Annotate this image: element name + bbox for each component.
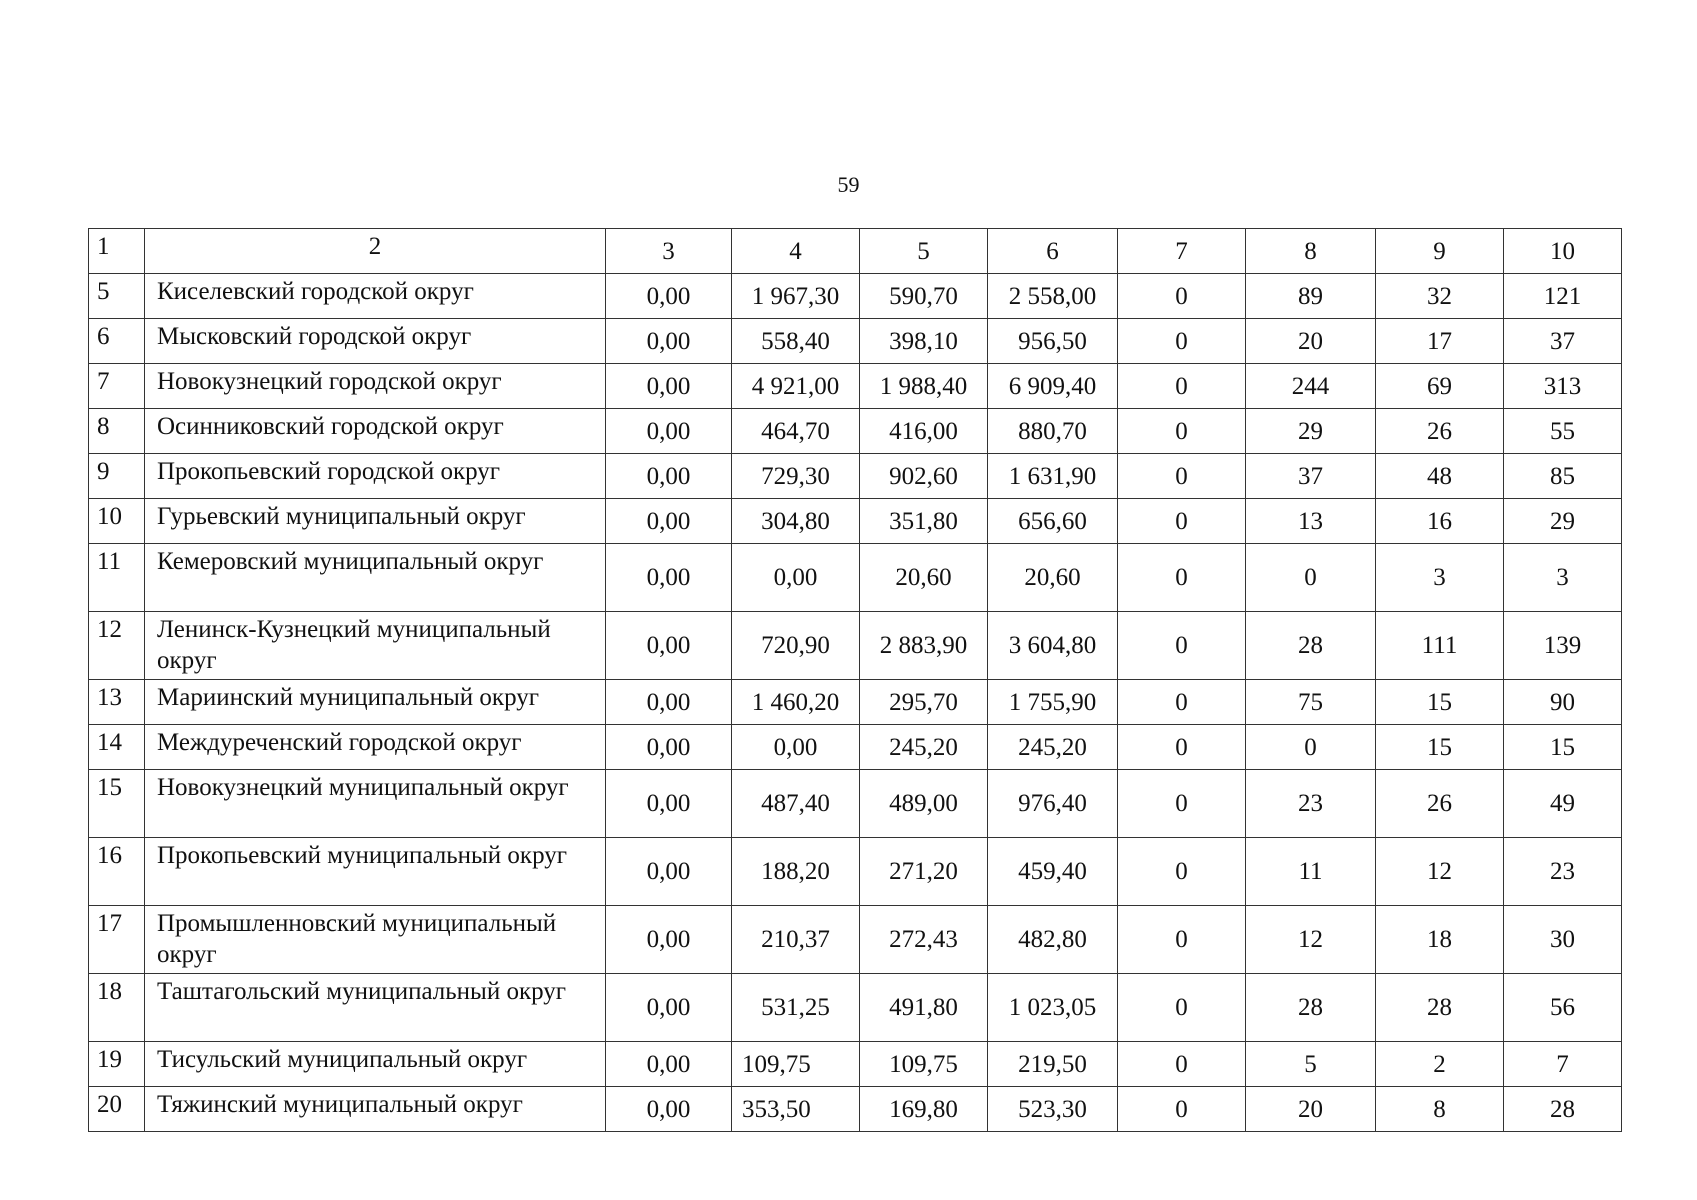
value-cell: 85	[1504, 454, 1622, 499]
district-name: Прокопьевский городской округ	[145, 454, 606, 499]
value-cell: 0	[1118, 838, 1246, 906]
value-cell: 1 755,90	[988, 680, 1118, 725]
value-cell: 902,60	[860, 454, 988, 499]
value-cell: 90	[1504, 680, 1622, 725]
value-cell: 15	[1504, 725, 1622, 770]
table-row	[89, 499, 1622, 544]
value-cell: 1 967,30	[732, 274, 860, 319]
value-cell: 6 909,40	[988, 364, 1118, 409]
value-cell: 0	[1246, 725, 1376, 770]
value-cell: 1 631,90	[988, 454, 1118, 499]
value-cell: 28	[1376, 974, 1504, 1042]
value-cell: 304,80	[732, 499, 860, 544]
district-name: Мысковский городской округ	[145, 319, 606, 364]
row-number: 10	[89, 499, 145, 544]
value-cell: 720,90	[732, 612, 860, 680]
value-cell: 18	[1376, 906, 1504, 974]
value-cell: 729,30	[732, 454, 860, 499]
value-cell: 0	[1118, 409, 1246, 454]
value-cell: 245,20	[860, 725, 988, 770]
row-number: 13	[89, 680, 145, 725]
value-cell: 0,00	[732, 725, 860, 770]
district-name: Новокузнецкий городской округ	[145, 364, 606, 409]
district-name: Междуреченский городской округ	[145, 725, 606, 770]
value-cell: 244	[1246, 364, 1376, 409]
data-table	[88, 228, 1622, 1132]
value-cell: 531,25	[732, 974, 860, 1042]
value-cell: 491,80	[860, 974, 988, 1042]
value-cell: 2	[1376, 1042, 1504, 1087]
row-number: 20	[89, 1087, 145, 1132]
value-cell: 20	[1246, 319, 1376, 364]
table-row	[89, 1087, 1622, 1132]
value-cell: 56	[1504, 974, 1622, 1042]
value-cell: 459,40	[988, 838, 1118, 906]
table-row	[89, 409, 1622, 454]
value-cell: 0,00	[606, 974, 732, 1042]
value-cell: 139	[1504, 612, 1622, 680]
value-cell: 89	[1246, 274, 1376, 319]
value-cell: 880,70	[988, 409, 1118, 454]
value-cell: 111	[1376, 612, 1504, 680]
header-cell: 6	[988, 229, 1118, 274]
row-number: 9	[89, 454, 145, 499]
district-name: Кемеровский муниципальный округ	[145, 544, 606, 612]
value-cell: 48	[1376, 454, 1504, 499]
value-cell: 188,20	[732, 838, 860, 906]
value-cell: 590,70	[860, 274, 988, 319]
value-cell: 0,00	[606, 499, 732, 544]
value-cell: 30	[1504, 906, 1622, 974]
value-cell: 976,40	[988, 770, 1118, 838]
value-cell: 3	[1504, 544, 1622, 612]
value-cell: 0	[1118, 906, 1246, 974]
district-name: Тисульский муниципальный округ	[145, 1042, 606, 1087]
value-cell: 416,00	[860, 409, 988, 454]
row-number: 17	[89, 906, 145, 974]
value-cell: 0	[1118, 364, 1246, 409]
value-cell: 28	[1504, 1087, 1622, 1132]
value-cell: 3	[1376, 544, 1504, 612]
value-cell: 0,00	[606, 454, 732, 499]
value-cell: 32	[1376, 274, 1504, 319]
table-row	[89, 454, 1622, 499]
value-cell: 523,30	[988, 1087, 1118, 1132]
value-cell: 0,00	[606, 544, 732, 612]
value-cell: 0,00	[606, 409, 732, 454]
table-row	[89, 544, 1622, 612]
value-cell: 0	[1118, 974, 1246, 1042]
value-cell: 489,00	[860, 770, 988, 838]
table-row	[89, 274, 1622, 319]
value-cell: 0,00	[732, 544, 860, 612]
district-name: Промышленновский муниципальный округ	[145, 906, 606, 974]
header-cell: 4	[732, 229, 860, 274]
table-row	[89, 725, 1622, 770]
value-cell: 17	[1376, 319, 1504, 364]
value-cell: 0	[1118, 1042, 1246, 1087]
value-cell: 69	[1376, 364, 1504, 409]
header-cell: 3	[606, 229, 732, 274]
value-cell: 464,70	[732, 409, 860, 454]
value-cell: 28	[1246, 974, 1376, 1042]
district-name: Ленинск-Кузнецкий муниципальный округ	[145, 612, 606, 680]
district-name: Новокузнецкий муниципальный округ	[145, 770, 606, 838]
value-cell: 2 883,90	[860, 612, 988, 680]
value-cell: 169,80	[860, 1087, 988, 1132]
value-cell: 0,00	[606, 680, 732, 725]
value-cell: 109,75	[732, 1042, 860, 1087]
table-row	[89, 364, 1622, 409]
table-row	[89, 906, 1622, 974]
value-cell: 13	[1246, 499, 1376, 544]
value-cell: 11	[1246, 838, 1376, 906]
value-cell: 245,20	[988, 725, 1118, 770]
value-cell: 0,00	[606, 770, 732, 838]
value-cell: 16	[1376, 499, 1504, 544]
district-name: Мариинский муниципальный округ	[145, 680, 606, 725]
value-cell: 1 023,05	[988, 974, 1118, 1042]
value-cell: 295,70	[860, 680, 988, 725]
value-cell: 8	[1376, 1087, 1504, 1132]
value-cell: 3 604,80	[988, 612, 1118, 680]
value-cell: 0,00	[606, 725, 732, 770]
district-name: Гурьевский муниципальный округ	[145, 499, 606, 544]
value-cell: 15	[1376, 725, 1504, 770]
header-cell: 8	[1246, 229, 1376, 274]
value-cell: 5	[1246, 1042, 1376, 1087]
value-cell: 12	[1376, 838, 1504, 906]
value-cell: 109,75	[860, 1042, 988, 1087]
value-cell: 2 558,00	[988, 274, 1118, 319]
header-cell: 1	[89, 229, 145, 274]
value-cell: 20	[1246, 1087, 1376, 1132]
row-number: 19	[89, 1042, 145, 1087]
header-cell: 10	[1504, 229, 1622, 274]
value-cell: 0,00	[606, 274, 732, 319]
row-number: 18	[89, 974, 145, 1042]
value-cell: 353,50	[732, 1087, 860, 1132]
table-row	[89, 319, 1622, 364]
row-number: 14	[89, 725, 145, 770]
row-number: 8	[89, 409, 145, 454]
row-number: 15	[89, 770, 145, 838]
table-row	[89, 770, 1622, 838]
value-cell: 482,80	[988, 906, 1118, 974]
value-cell: 0	[1118, 770, 1246, 838]
value-cell: 1 988,40	[860, 364, 988, 409]
value-cell: 0	[1118, 274, 1246, 319]
value-cell: 75	[1246, 680, 1376, 725]
header-cell: 9	[1376, 229, 1504, 274]
value-cell: 0	[1246, 544, 1376, 612]
value-cell: 0,00	[606, 1087, 732, 1132]
value-cell: 121	[1504, 274, 1622, 319]
value-cell: 398,10	[860, 319, 988, 364]
value-cell: 0	[1118, 725, 1246, 770]
table-row	[89, 838, 1622, 906]
value-cell: 313	[1504, 364, 1622, 409]
district-name: Тяжинский муниципальный округ	[145, 1087, 606, 1132]
value-cell: 0	[1118, 454, 1246, 499]
row-number: 12	[89, 612, 145, 680]
table-row	[89, 680, 1622, 725]
value-cell: 0,00	[606, 319, 732, 364]
value-cell: 4 921,00	[732, 364, 860, 409]
value-cell: 0	[1118, 1087, 1246, 1132]
value-cell: 656,60	[988, 499, 1118, 544]
value-cell: 26	[1376, 409, 1504, 454]
value-cell: 37	[1246, 454, 1376, 499]
value-cell: 0	[1118, 499, 1246, 544]
value-cell: 23	[1246, 770, 1376, 838]
value-cell: 20,60	[860, 544, 988, 612]
value-cell: 0,00	[606, 364, 732, 409]
value-cell: 558,40	[732, 319, 860, 364]
value-cell: 7	[1504, 1042, 1622, 1087]
header-cell: 5	[860, 229, 988, 274]
value-cell: 487,40	[732, 770, 860, 838]
district-name: Осинниковский городской округ	[145, 409, 606, 454]
value-cell: 28	[1246, 612, 1376, 680]
district-name: Киселевский городской округ	[145, 274, 606, 319]
value-cell: 29	[1246, 409, 1376, 454]
value-cell: 29	[1504, 499, 1622, 544]
value-cell: 20,60	[988, 544, 1118, 612]
value-cell: 0	[1118, 680, 1246, 725]
value-cell: 23	[1504, 838, 1622, 906]
page-number: 59	[837, 172, 860, 197]
table-row	[89, 612, 1622, 680]
value-cell: 0	[1118, 612, 1246, 680]
table-row	[89, 974, 1622, 1042]
value-cell: 55	[1504, 409, 1622, 454]
row-number: 5	[89, 274, 145, 319]
value-cell: 351,80	[860, 499, 988, 544]
value-cell: 1 460,20	[732, 680, 860, 725]
value-cell: 0,00	[606, 612, 732, 680]
value-cell: 12	[1246, 906, 1376, 974]
table-header-row	[89, 229, 1622, 274]
row-number: 11	[89, 544, 145, 612]
value-cell: 956,50	[988, 319, 1118, 364]
row-number: 7	[89, 364, 145, 409]
value-cell: 271,20	[860, 838, 988, 906]
header-cell: 2	[145, 229, 606, 274]
table-row	[89, 1042, 1622, 1087]
value-cell: 0	[1118, 319, 1246, 364]
district-name: Прокопьевский муниципальный округ	[145, 838, 606, 906]
value-cell: 0,00	[606, 838, 732, 906]
row-number: 16	[89, 838, 145, 906]
row-number: 6	[89, 319, 145, 364]
value-cell: 37	[1504, 319, 1622, 364]
header-cell: 7	[1118, 229, 1246, 274]
district-name: Таштагольский муниципальный округ	[145, 974, 606, 1042]
value-cell: 0,00	[606, 1042, 732, 1087]
value-cell: 0,00	[606, 906, 732, 974]
value-cell: 26	[1376, 770, 1504, 838]
value-cell: 49	[1504, 770, 1622, 838]
value-cell: 0	[1118, 544, 1246, 612]
value-cell: 210,37	[732, 906, 860, 974]
value-cell: 15	[1376, 680, 1504, 725]
value-cell: 219,50	[988, 1042, 1118, 1087]
value-cell: 272,43	[860, 906, 988, 974]
